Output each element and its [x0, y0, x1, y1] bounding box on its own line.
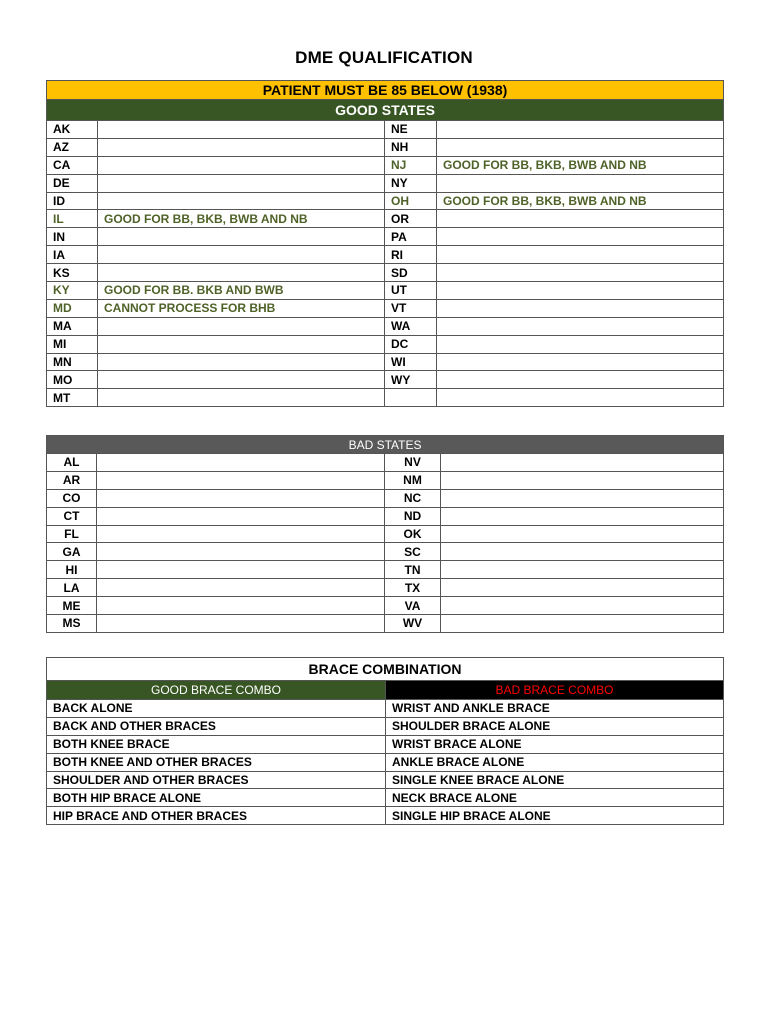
state-note — [437, 389, 724, 407]
state-code: LA — [47, 579, 97, 597]
state-note — [437, 174, 724, 192]
good-state-row — [47, 317, 724, 335]
state-note — [97, 471, 385, 489]
bad-brace-combo: SINGLE HIP BRACE ALONE — [386, 807, 724, 825]
state-note — [98, 246, 385, 264]
state-code: PA — [385, 228, 437, 246]
state-code: UT — [385, 282, 437, 300]
state-code: TN — [385, 561, 441, 579]
state-note — [97, 489, 385, 507]
good-state-row — [47, 156, 724, 174]
state-note — [97, 507, 385, 525]
state-note — [97, 454, 385, 472]
brace-combination-title: BRACE COMBINATION — [47, 658, 724, 681]
state-note — [98, 371, 385, 389]
state-code: MN — [47, 353, 98, 371]
state-code: RI — [385, 246, 437, 264]
state-code: OH — [385, 192, 437, 210]
state-note — [98, 192, 385, 210]
state-code: ND — [385, 507, 441, 525]
good-state-row — [47, 299, 724, 317]
state-note — [437, 264, 724, 282]
state-code: SC — [385, 543, 441, 561]
good-brace-combo: BOTH HIP BRACE ALONE — [47, 789, 386, 807]
state-code: AK — [47, 121, 98, 139]
brace-combo-row — [47, 717, 724, 735]
brace-combo-row — [47, 771, 724, 789]
state-code: KS — [47, 264, 98, 282]
state-note — [437, 371, 724, 389]
state-code: MO — [47, 371, 98, 389]
good-state-row — [47, 192, 724, 210]
good-states-header: GOOD STATES — [47, 100, 724, 121]
state-note — [441, 561, 724, 579]
state-code: MS — [47, 615, 97, 633]
brace-combination-table — [46, 657, 724, 825]
age-requirement-banner: PATIENT MUST BE 85 BELOW (1938) — [47, 81, 724, 100]
state-code: DC — [385, 335, 437, 353]
state-note — [98, 121, 385, 139]
state-note — [97, 579, 385, 597]
state-code: WA — [385, 317, 437, 335]
state-note — [441, 579, 724, 597]
good-state-row — [47, 335, 724, 353]
state-code: CT — [47, 507, 97, 525]
state-note: CANNOT PROCESS FOR BHB — [98, 299, 385, 317]
state-code: MI — [47, 335, 98, 353]
state-code: IN — [47, 228, 98, 246]
brace-combo-row — [47, 807, 724, 825]
bad-state-row — [47, 525, 724, 543]
state-code: ME — [47, 597, 97, 615]
state-code: WI — [385, 353, 437, 371]
state-code: CO — [47, 489, 97, 507]
state-note — [441, 525, 724, 543]
good-state-row — [47, 371, 724, 389]
state-code: OK — [385, 525, 441, 543]
state-note — [437, 246, 724, 264]
state-note — [98, 228, 385, 246]
state-code: WY — [385, 371, 437, 389]
state-note — [441, 543, 724, 561]
state-code: WV — [385, 615, 441, 633]
state-code: AR — [47, 471, 97, 489]
state-note: GOOD FOR BB. BKB AND BWB — [98, 282, 385, 300]
state-note: GOOD FOR BB, BKB, BWB AND NB — [437, 192, 724, 210]
good-state-row — [47, 282, 724, 300]
state-code: IL — [47, 210, 98, 228]
state-code: AZ — [47, 138, 98, 156]
bad-state-row — [47, 454, 724, 472]
state-note — [437, 353, 724, 371]
state-note — [441, 489, 724, 507]
state-note — [437, 282, 724, 300]
state-note — [97, 543, 385, 561]
bad-brace-combo: ANKLE BRACE ALONE — [386, 753, 724, 771]
state-note — [441, 615, 724, 633]
state-note — [437, 335, 724, 353]
state-code: NJ — [385, 156, 437, 174]
good-state-row — [47, 138, 724, 156]
good-state-row — [47, 246, 724, 264]
state-code: KY — [47, 282, 98, 300]
brace-combo-row — [47, 789, 724, 807]
good-brace-combo: SHOULDER AND OTHER BRACES — [47, 771, 386, 789]
state-note — [437, 138, 724, 156]
state-note — [97, 597, 385, 615]
state-note — [97, 615, 385, 633]
state-code: VA — [385, 597, 441, 615]
bad-states-header: BAD STATES — [47, 436, 724, 454]
state-note — [98, 317, 385, 335]
state-note — [441, 597, 724, 615]
state-code: FL — [47, 525, 97, 543]
good-brace-combo: HIP BRACE AND OTHER BRACES — [47, 807, 386, 825]
page-title: DME QUALIFICATION — [295, 48, 473, 67]
state-note — [441, 471, 724, 489]
bad-brace-combo: SHOULDER BRACE ALONE — [386, 717, 724, 735]
bad-state-row — [47, 507, 724, 525]
state-code: HI — [47, 561, 97, 579]
state-code: NM — [385, 471, 441, 489]
state-note — [437, 317, 724, 335]
bad-brace-combo: WRIST AND ANKLE BRACE — [386, 700, 724, 718]
state-code: NV — [385, 454, 441, 472]
state-note: GOOD FOR BB, BKB, BWB AND NB — [98, 210, 385, 228]
state-code: AL — [47, 454, 97, 472]
state-note — [441, 454, 724, 472]
bad-state-row — [47, 543, 724, 561]
state-note — [98, 264, 385, 282]
bad-brace-combo: WRIST BRACE ALONE — [386, 735, 724, 753]
state-note — [98, 353, 385, 371]
state-code: OR — [385, 210, 437, 228]
bad-state-row — [47, 561, 724, 579]
state-code: MD — [47, 299, 98, 317]
bad-state-row — [47, 471, 724, 489]
good-brace-combo: BOTH KNEE BRACE — [47, 735, 386, 753]
bad-state-row — [47, 579, 724, 597]
state-code — [385, 389, 437, 407]
state-code: ID — [47, 192, 98, 210]
state-note — [97, 561, 385, 579]
brace-combo-row — [47, 735, 724, 753]
good-state-row — [47, 210, 724, 228]
bad-brace-combo: SINGLE KNEE BRACE ALONE — [386, 771, 724, 789]
state-code: CA — [47, 156, 98, 174]
bad-state-row — [47, 489, 724, 507]
bad-state-row — [47, 615, 724, 633]
brace-combo-row — [47, 753, 724, 771]
good-brace-combo: BACK ALONE — [47, 700, 386, 718]
good-state-row — [47, 228, 724, 246]
state-note — [98, 335, 385, 353]
state-note — [98, 389, 385, 407]
good-state-row — [47, 264, 724, 282]
state-code: NH — [385, 138, 437, 156]
state-code: VT — [385, 299, 437, 317]
state-note — [98, 138, 385, 156]
state-note — [437, 121, 724, 139]
state-note — [97, 525, 385, 543]
good-state-row — [47, 389, 724, 407]
good-brace-combo: BOTH KNEE AND OTHER BRACES — [47, 753, 386, 771]
state-note — [437, 210, 724, 228]
state-note — [437, 299, 724, 317]
state-note: GOOD FOR BB, BKB, BWB AND NB — [437, 156, 724, 174]
state-note — [437, 228, 724, 246]
state-code: NC — [385, 489, 441, 507]
state-code: SD — [385, 264, 437, 282]
state-note — [98, 156, 385, 174]
brace-combo-row — [47, 700, 724, 718]
good-states-table — [46, 80, 724, 407]
good-state-row — [47, 353, 724, 371]
state-code: NE — [385, 121, 437, 139]
bad-brace-combo: NECK BRACE ALONE — [386, 789, 724, 807]
state-note — [441, 507, 724, 525]
bad-states-table — [46, 435, 724, 633]
state-code: MA — [47, 317, 98, 335]
good-state-row — [47, 121, 724, 139]
state-note — [98, 174, 385, 192]
state-code: MT — [47, 389, 98, 407]
bad-state-row — [47, 597, 724, 615]
state-code: NY — [385, 174, 437, 192]
state-code: GA — [47, 543, 97, 561]
good-state-row — [47, 174, 724, 192]
state-code: IA — [47, 246, 98, 264]
good-brace-combo: BACK AND OTHER BRACES — [47, 717, 386, 735]
good-brace-combo-header: GOOD BRACE COMBO — [47, 681, 386, 700]
state-code: TX — [385, 579, 441, 597]
state-code: DE — [47, 174, 98, 192]
bad-brace-combo-header: BAD BRACE COMBO — [386, 681, 724, 700]
